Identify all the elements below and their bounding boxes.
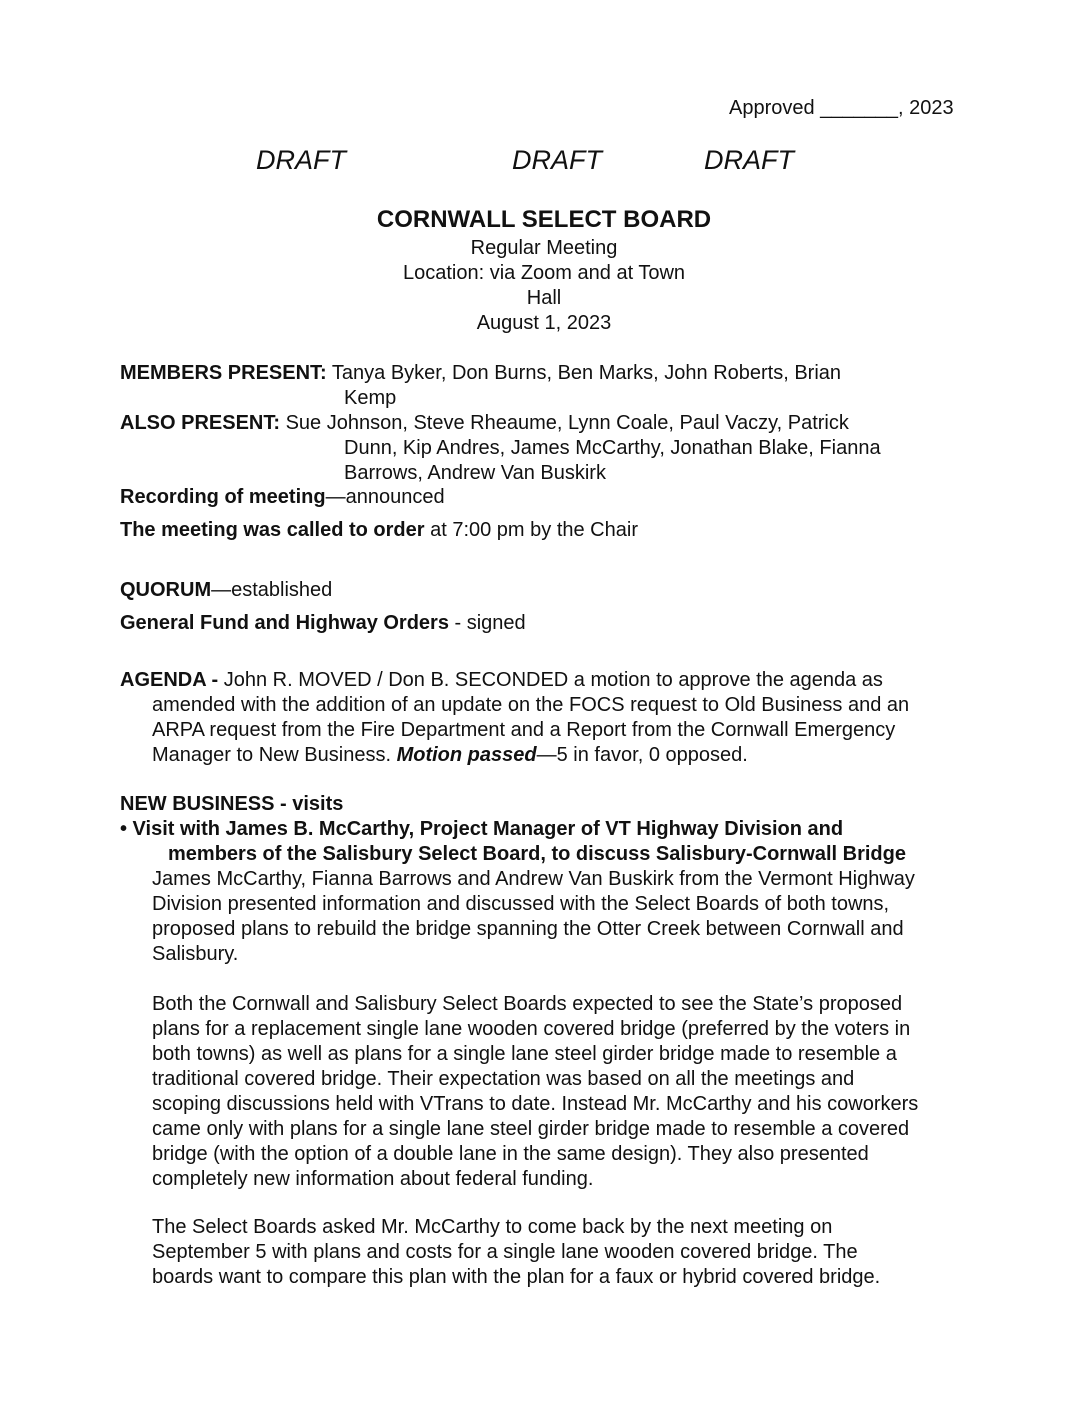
visit-bullet-line-1: • Visit with James B. McCarthy, Project Manager of VT Highway Division and: [120, 818, 844, 840]
paragraph-line: Division presented information and discussed with the Select Boards of both towns,: [152, 893, 890, 915]
paragraph-line: September 5 with plans and costs for a single lane wooden covered bridge. The: [152, 1241, 858, 1263]
paragraph-line: The Select Boards asked Mr. McCarthy to come back by the next meeting on: [152, 1216, 833, 1238]
agenda-line-4-end: —5 in favor, 0 opposed.: [536, 744, 748, 766]
also-present: [120, 411, 980, 486]
members-label: MEMBERS PRESENT:: [120, 362, 327, 384]
orders-label: General Fund and Highway Orders: [120, 612, 449, 634]
paragraph-line: completely new information about federal funding.: [152, 1168, 594, 1190]
agenda-line-3: ARPA request from the Fire Department and a Report from the Cornwall Emergency: [152, 719, 896, 741]
quorum-text: —established: [211, 579, 333, 601]
paragraph-line: bridge (with the option of a double lane in the same design). They also presented: [152, 1143, 869, 1165]
agenda-line-4-start: Manager to New Business.: [152, 744, 397, 766]
draft-watermark-2: DRAFT: [512, 145, 602, 175]
call-to-order-text: at 7:00 pm by the Chair: [424, 519, 638, 541]
location-line-2: Hall: [526, 287, 562, 309]
visit-bullet-line-2: members of the Salisbury Select Board, to discuss Salisbury-Cornwall Bridge: [168, 843, 906, 865]
agenda-line-1: John R. MOVED / Don B. SECONDED a motion to approve the agenda as: [218, 669, 883, 691]
motion-passed: Motion passed: [396, 744, 537, 766]
agenda-section: [120, 668, 980, 768]
members-line-1: Tanya Byker, Don Burns, Ben Marks, John Roberts, Brian: [326, 362, 842, 384]
also-line-3: Barrows, Andrew Van Buskirk: [344, 462, 606, 484]
agenda-label: AGENDA -: [120, 669, 219, 691]
paragraph-line: James McCarthy, Fianna Barrows and Andrew Van Buskirk from the Vermont Highway: [152, 868, 915, 890]
quorum-label: QUORUM: [120, 579, 212, 601]
paragraph-line: Both the Cornwall and Salisbury Select Boards expected to see the State’s proposed: [152, 993, 903, 1015]
also-line-2: Dunn, Kip Andres, James McCarthy, Jonathan Blake, Fianna: [344, 437, 881, 459]
also-label: ALSO PRESENT:: [120, 412, 281, 434]
quorum-note: [120, 578, 980, 603]
recording-label: Recording of meeting: [120, 486, 326, 508]
call-to-order: [120, 518, 980, 543]
paragraph-line: Salisbury.: [152, 943, 239, 965]
paragraph-line: proposed plans to rebuild the bridge spanning the Otter Creek between Cornwall and: [152, 918, 904, 940]
paragraph-line: both towns) as well as plans for a single lane steel girder bridge made to resemble a: [152, 1043, 897, 1065]
paragraph-line: boards want to compare this plan with the plan for a faux or hybrid covered bridge.: [152, 1266, 881, 1288]
visit-paragraph-1: [152, 867, 982, 967]
also-line-1: Sue Johnson, Steve Rheaume, Lynn Coale, Paul Vaczy, Patrick: [280, 412, 849, 434]
orders-note: [120, 611, 980, 636]
location-line-1: Location: via Zoom and at Town: [402, 262, 686, 284]
draft-watermark-1: DRAFT: [256, 145, 346, 175]
paragraph-line: traditional covered bridge. Their expectation was based on all the meetings and: [152, 1068, 855, 1090]
visit-paragraph-2: [152, 992, 982, 1192]
board-title: CORNWALL SELECT BOARD: [376, 206, 712, 233]
paragraph-line: came only with plans for a single lane steel girder bridge made to resemble a covered: [152, 1118, 910, 1140]
paragraph-line: plans for a replacement single lane wooden covered bridge (preferred by the voters in: [152, 1018, 911, 1040]
recording-text: —announced: [325, 486, 445, 508]
meeting-type: Regular Meeting: [470, 237, 618, 259]
approval-line: Approved _______, 2023: [729, 97, 954, 119]
visit-paragraph-3: [152, 1215, 982, 1290]
meeting-date: August 1, 2023: [476, 312, 612, 334]
agenda-line-4: [120, 743, 980, 768]
members-line-2: Kemp: [344, 387, 397, 409]
draft-watermark-3: DRAFT: [704, 145, 794, 175]
agenda-line-2: amended with the addition of an update on the FOCS request to Old Business and an: [152, 694, 910, 716]
new-business-heading: NEW BUSINESS - visits: [120, 793, 344, 815]
paragraph-line: scoping discussions held with VTrans to date. Instead Mr. McCarthy and his coworkers: [152, 1093, 919, 1115]
call-to-order-label: The meeting was called to order: [120, 519, 425, 541]
members-present: [120, 361, 980, 411]
recording-note: [120, 485, 980, 510]
orders-text: - signed: [448, 612, 526, 634]
